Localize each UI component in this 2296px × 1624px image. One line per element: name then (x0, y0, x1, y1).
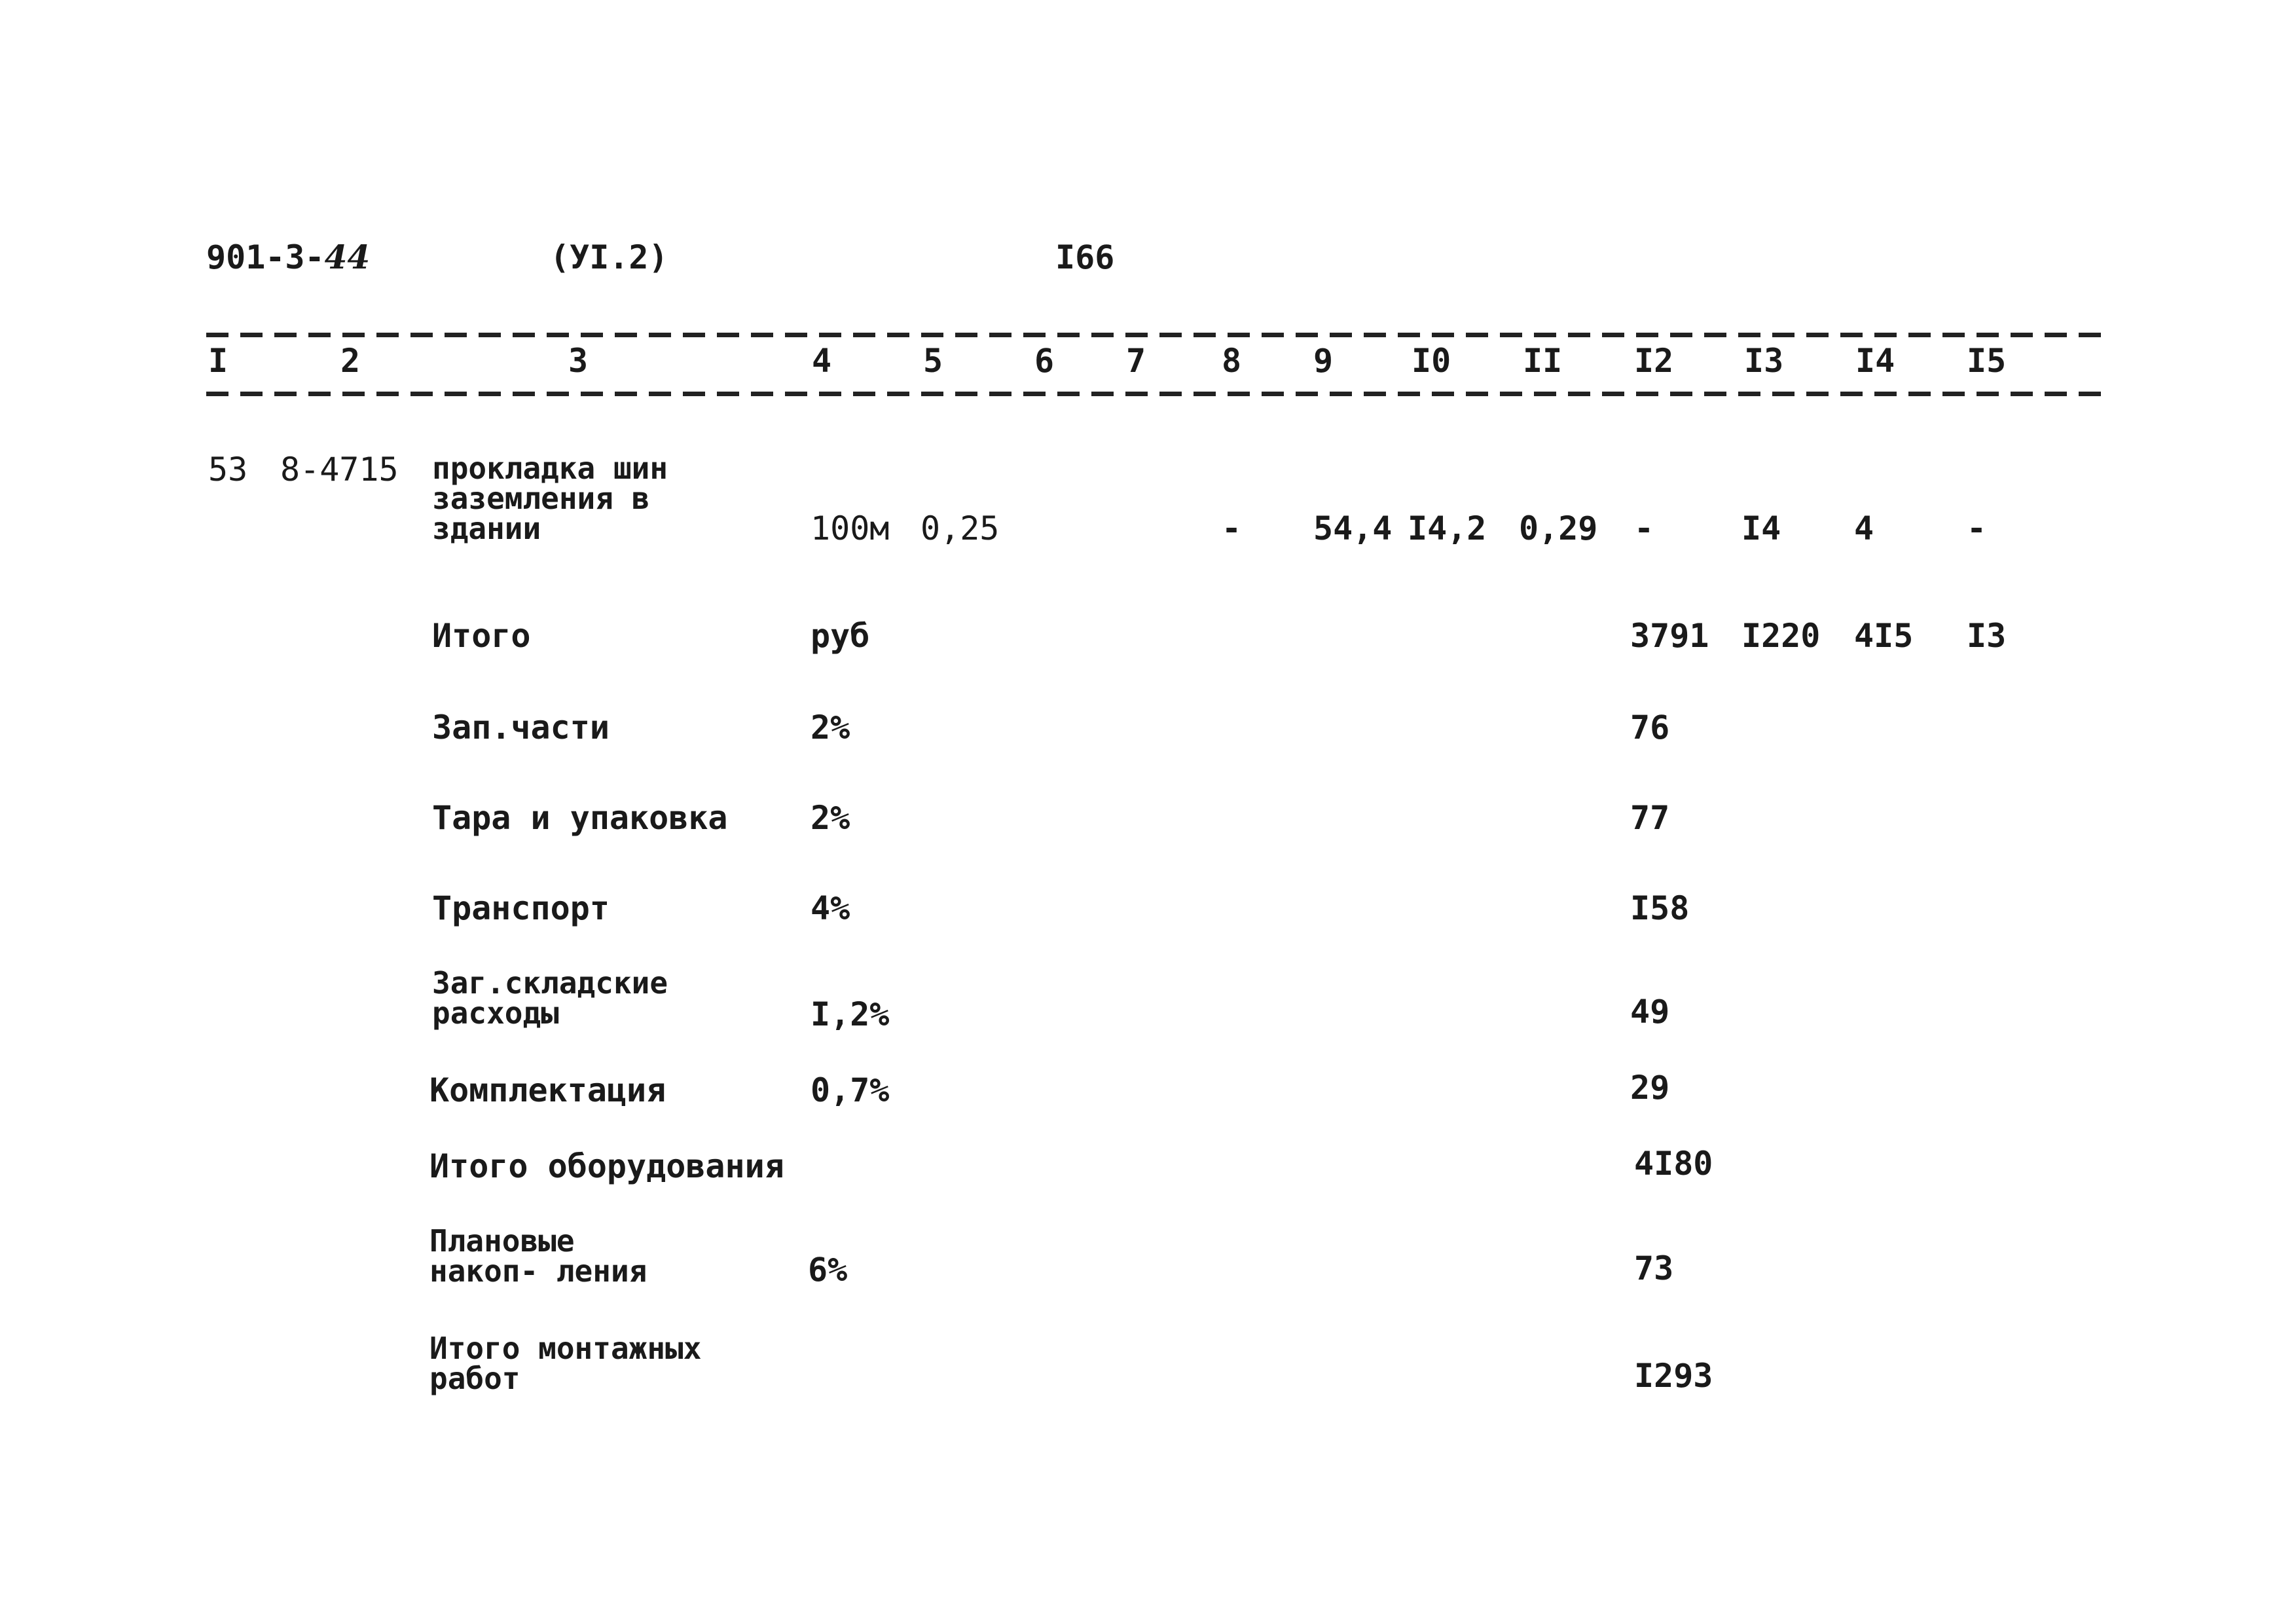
summary-rate: 0,7% (811, 1071, 890, 1109)
item-col-13: I4 (1741, 509, 1781, 547)
column-number-5: 5 (923, 342, 943, 380)
summary-col-12: I58 (1630, 889, 1690, 927)
item-name: прокладка шин заземления в здании (432, 451, 668, 546)
item-col-11: 0,29 (1519, 509, 1598, 547)
column-number-13: I3 (1744, 342, 1784, 380)
column-number-14: I4 (1855, 342, 1895, 380)
item-col-8: - (1222, 509, 1242, 547)
summary-rate: 4% (811, 889, 850, 927)
summary-rate: 2% (811, 799, 850, 837)
summary-col-12: I293 (1634, 1357, 1713, 1395)
summary-label: Комплектация (429, 1071, 666, 1109)
summary-rate: 6% (808, 1251, 848, 1289)
item-col-12: - (1634, 509, 1654, 547)
column-number-15: I5 (1967, 342, 2007, 380)
summary-col-13: I220 (1741, 617, 1821, 655)
summary-col-12: 49 (1630, 993, 1670, 1031)
header-top-rule (206, 333, 2102, 337)
summary-label: Заг.складские расходы (432, 965, 668, 1031)
item-col-15: - (1967, 509, 1987, 547)
summary-label: Итого (432, 617, 531, 655)
summary-col-14: 4I5 (1854, 617, 1914, 655)
summary-label: Итого монтажных работ (429, 1331, 702, 1396)
summary-unit: руб (811, 617, 870, 655)
summary-label: Плановые накоп- ления (429, 1223, 647, 1289)
page-number: I66 (1055, 238, 1115, 276)
column-number-4: 4 (812, 342, 832, 380)
handwritten-code-suffix: 44 (324, 238, 371, 276)
item-col-10: I4,2 (1408, 509, 1487, 547)
item-unit: 100м (811, 509, 890, 547)
column-number-3: 3 (568, 342, 589, 380)
item-quantity: 0,25 (920, 509, 1000, 547)
column-number-12: I2 (1634, 342, 1674, 380)
column-number-7: 7 (1126, 342, 1146, 380)
column-number-1: I (208, 342, 228, 380)
summary-col-15: I3 (1967, 617, 2007, 655)
item-code: 8-4715 (280, 451, 399, 489)
item-col-14: 4 (1854, 509, 1874, 547)
column-number-6: 6 (1034, 342, 1055, 380)
summary-col-12: 3791 (1630, 617, 1709, 655)
column-number-11: II (1523, 342, 1563, 380)
summary-col-12: 73 (1634, 1249, 1674, 1287)
summary-label: Зап.части (432, 709, 610, 747)
column-number-8: 8 (1222, 342, 1242, 380)
header-bottom-rule (206, 392, 2102, 396)
summary-label: Транспорт (432, 889, 610, 927)
summary-col-12: 29 (1630, 1069, 1670, 1107)
section-label: (УI.2) (550, 238, 668, 276)
summary-label: Тара и упаковка (432, 799, 728, 837)
summary-label: Итого оборудования (429, 1147, 784, 1185)
column-number-10: I0 (1412, 342, 1451, 380)
item-number: 53 (208, 451, 248, 489)
summary-rate: I,2% (811, 995, 890, 1033)
item-col-9: 54,4 (1313, 509, 1393, 547)
summary-col-12: 77 (1630, 799, 1670, 837)
summary-rate: 2% (811, 709, 850, 747)
column-number-2: 2 (340, 342, 361, 380)
summary-col-12: 76 (1630, 709, 1670, 747)
document-code: 901-3-44 (206, 238, 371, 276)
column-number-9: 9 (1313, 342, 1334, 380)
summary-col-12: 4I80 (1634, 1145, 1713, 1183)
